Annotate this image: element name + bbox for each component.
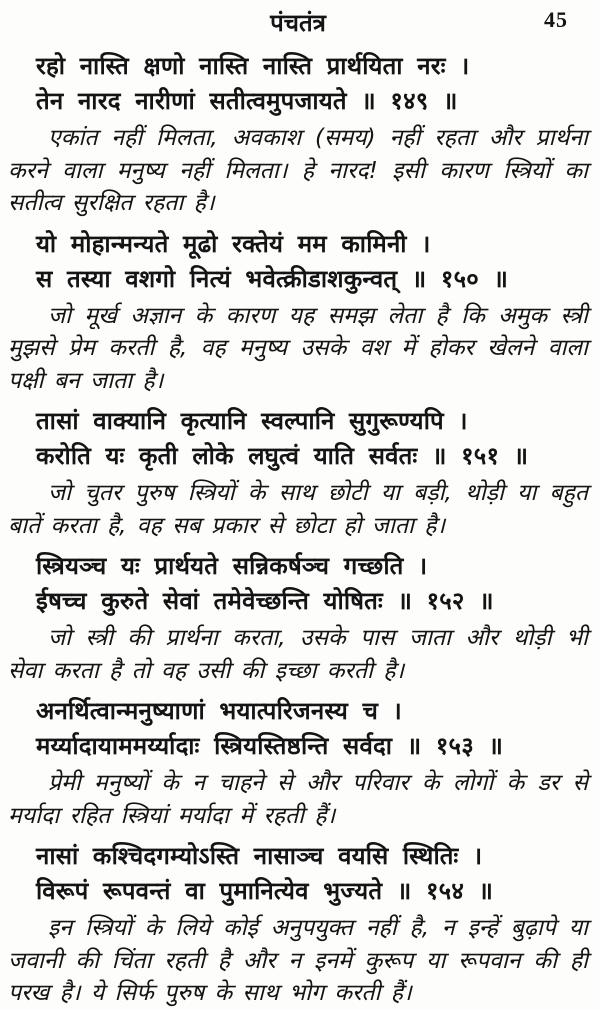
verse-line: यो मोहान्मन्यते मूढो रक्तेयं मम कामिनी । — [36, 229, 431, 258]
verse-line: मर्य्यादायाममर्य्यादाः स्त्रियस्तिष्ठन्ति सर्वदा ॥ १५३ ॥ — [36, 732, 504, 760]
verse-line: विरूपं रूपवन्तं वा पुमानित्येव भुज्यते ॥ १५४ ॥ — [36, 877, 494, 905]
page-number: 45 — [544, 7, 568, 32]
verse-commentary: इन स्त्रियों के लिये कोई अनुपयुक्त नहीं है, न इन्हें बुढ़ापे या जवानी की चिंता रहती है और न इनमें कुरूप या रूपवान की ही परख है। ये सिर्फ पुरुष के साथ भोग करती हैं। — [8, 915, 588, 1006]
verse-commentary: प्रेमी मनुष्यों के न चाहने से और परिवार के लोगों के डर से मर्यादा रहित स्त्रियां मर्यादा में रहती हैं। — [8, 770, 588, 829]
verse-commentary: जो चुतर पुरुष स्त्रियों के साथ छोटी या बड़ी, थोड़ी या बहुत बातें करता है, वह सब प्रकार से छोटा हो जाता है। — [8, 480, 588, 539]
verse-line: अनर्थित्वान्मनुष्याणां भयात्परिजनस्य च । — [36, 697, 402, 725]
page-header — [8, 6, 588, 42]
verse-line: रहो नास्ति क्षणो नास्ति नास्ति प्रार्थयिता नरः । — [36, 52, 470, 80]
verse-commentary: जो स्त्री की प्रार्थना करता, उसके पास जाता और थोड़ी भी सेवा करता है तो वह उसी की इच्छा करती है। — [8, 625, 588, 684]
verse-line: स तस्या वशगो नित्यं भवेत्क्रीडाशकुन्वत् ॥ १५० ॥ — [36, 264, 509, 293]
verse-section-150 — [8, 227, 588, 398]
verse-line: तेन नारद नारीणां सतीत्वमुपजायते ॥ १४९ ॥ — [36, 87, 458, 115]
verse-line: तासां वाक्यानि कृत्यानि स्वल्पानि सुगुरूण्यपि । — [36, 407, 468, 435]
verse-line: करोति यः कृती लोके लघुत्वं याति सर्वतः ॥ १५१ ॥ — [36, 442, 529, 470]
verse-section-151 — [8, 404, 588, 542]
verse-section-154 — [8, 839, 588, 1010]
verse-commentary: जो मूर्ख अज्ञान के कारण यह समझ लेता है कि अमुक स्त्री मुझसे प्रेम करती है, वह मनुष्य उसके वश में होकर खेलने वाला पक्षी बन जाता है। — [8, 302, 588, 394]
verse-section-152 — [8, 549, 588, 687]
verse-line: स्त्रियञ्च यः प्रार्थयते सन्निकर्षञ्च गच्छति । — [36, 552, 428, 580]
verse-section-149 — [8, 49, 588, 220]
verse-commentary: एकांत नहीं मिलता, अवकाश (समय) नहीं रहता और प्रार्थना करने वाला मनुष्य नहीं मिलता। हे नारद! इसी कारण स्त्रियों का सतीत्व सुरक्षित रहता है। — [8, 125, 588, 216]
page-title: पंचतंत्र — [270, 9, 326, 37]
verse-section-153 — [8, 694, 588, 832]
verse-line: नासां कश्चिदगम्योऽस्ति नासाञ्च वयसि स्थितिः । — [36, 842, 483, 870]
verse-line: ईषच्च कुरुते सेवां तमेवेच्छन्ति योषितः ॥ १५२ ॥ — [36, 587, 494, 615]
